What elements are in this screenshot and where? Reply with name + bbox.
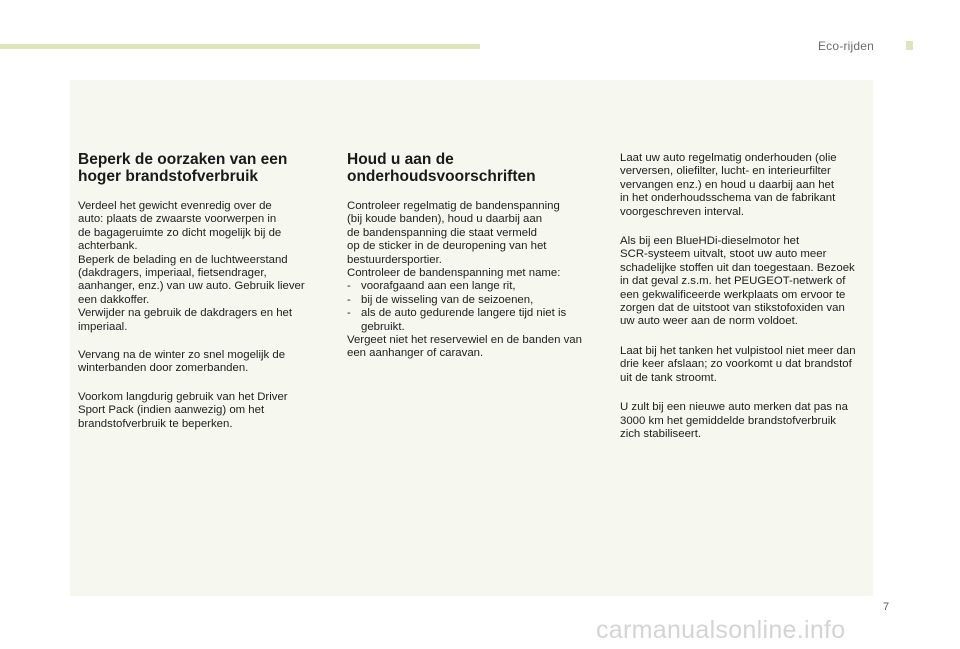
text-line: schadelijke stoffen uit dan toegestaan. Bezoek bbox=[620, 261, 855, 274]
text-line: winterbanden door zomerbanden. bbox=[78, 362, 249, 375]
text-line: SCR-systeem uitvalt, stoot uw auto meer bbox=[620, 248, 827, 261]
list-dash: - bbox=[347, 280, 351, 293]
text-line: verversen, oliefilter, lucht- en interieurfilter bbox=[620, 165, 831, 178]
header-accent-bar bbox=[0, 44, 480, 49]
text-line: brandstofverbruik te beperken. bbox=[78, 417, 233, 430]
text-line: voorgeschreven interval. bbox=[620, 205, 745, 218]
heading-line: Beperk de oorzaken van een bbox=[78, 151, 288, 168]
text-line: Controleer de bandenspanning met name: bbox=[347, 267, 561, 280]
text-line: Voorkom langdurig gebruik van het Driver bbox=[78, 390, 288, 403]
text-line: Vervang na de winter zo snel mogelijk de bbox=[78, 349, 286, 362]
paragraph-refuelling bbox=[620, 345, 872, 385]
text-line: in het onderhoudsschema van de fabrikant bbox=[620, 192, 836, 205]
text-line: Verdeel het gewicht evenredig over de bbox=[78, 200, 272, 212]
text-line: de bagageruimte zo dicht mogelijk bij de bbox=[78, 226, 282, 239]
text-line: bij de wisseling van de seizoenen, bbox=[361, 293, 534, 306]
paragraph-winter-tyres bbox=[78, 349, 318, 376]
text-line: uw auto weer aan de norm voldoet. bbox=[620, 315, 798, 328]
paragraph-scr-system bbox=[620, 235, 872, 329]
page-number: 7 bbox=[883, 601, 890, 613]
text-line: vervangen enz.) en houd u daarbij aan het bbox=[620, 178, 835, 191]
text-line: Verwijder na gebruik de dakdragers en het bbox=[78, 307, 293, 320]
text-line: Controleer regelmatig de bandenspanning bbox=[347, 200, 560, 212]
heading-line: onderhoudsvoorschriften bbox=[347, 167, 536, 185]
text-line: (bij koude banden), houd u daarbij aan bbox=[347, 213, 543, 226]
watermark: carmanualsonline.info bbox=[596, 616, 846, 644]
paragraph-regular-service bbox=[620, 152, 872, 219]
text-line: voorafgaand aan een lange rit, bbox=[361, 280, 516, 293]
text-line: zorgen dat de uitstoot van stikstofoxiden van bbox=[620, 302, 845, 315]
text-line: U zult bij een nieuwe auto merken dat pas na bbox=[620, 401, 848, 414]
column-maintenance bbox=[347, 152, 602, 361]
list-item bbox=[347, 294, 602, 307]
section-marker bbox=[906, 41, 913, 50]
text-line: een dakkoffer. bbox=[78, 293, 150, 306]
text-line: in dat geval z.s.m. het PEUGEOT-netwerk of bbox=[620, 275, 846, 288]
text-line: (dakdragers, imperiaal, fietsendrager, bbox=[78, 267, 267, 280]
heading-maintenance bbox=[347, 152, 602, 185]
list-item bbox=[347, 307, 602, 334]
heading-line: hoger brandstofverbruik bbox=[78, 167, 258, 185]
column-service-tips bbox=[620, 152, 872, 457]
text-line: Beperk de belading en de luchtweerstand bbox=[78, 253, 288, 266]
list-item bbox=[347, 280, 602, 293]
text-line: een gekwalificeerde werkplaats om ervoor te bbox=[620, 288, 846, 301]
paragraph-driver-sport-pack bbox=[78, 391, 318, 431]
text-line: Laat uw auto regelmatig onderhouden (olie bbox=[620, 152, 837, 164]
text-line: een aanhanger of caravan. bbox=[347, 347, 484, 360]
heading-line: Houd u aan de bbox=[347, 151, 454, 168]
text-line: drie keer afslaan; zo voorkomt u dat brandstof bbox=[620, 358, 852, 371]
paragraph-tyre-pressure bbox=[347, 200, 602, 361]
text-line: gebruikt. bbox=[361, 320, 405, 333]
heading-fuel-consumption bbox=[78, 152, 318, 185]
column-fuel-consumption bbox=[78, 152, 318, 431]
text-line: achterbank. bbox=[78, 240, 138, 253]
paragraph-weight-load bbox=[78, 200, 318, 334]
text-line: aanhanger, enz.) van uw auto. Gebruik liever bbox=[78, 280, 305, 293]
paragraph-new-car bbox=[620, 401, 872, 441]
text-line: de bandenspanning die staat vermeld bbox=[347, 226, 537, 239]
text-line: Laat bij het tanken het vulpistool niet meer dan bbox=[620, 344, 856, 357]
section-title: Eco-rijden bbox=[817, 39, 874, 53]
tyre-check-list bbox=[347, 280, 602, 334]
text-line: uit de tank stroomt. bbox=[620, 371, 717, 384]
text-line: bestuurdersportier. bbox=[347, 253, 442, 266]
text-line: imperiaal. bbox=[78, 320, 128, 333]
text-line: als de auto gedurende langere tijd niet is bbox=[361, 307, 567, 320]
text-line: Vergeet niet het reservewiel en de banden van bbox=[347, 334, 582, 347]
list-dash: - bbox=[347, 307, 351, 320]
text-line: op de sticker in de deuropening van het bbox=[347, 240, 547, 253]
text-line: 3000 km het gemiddelde brandstofverbruik bbox=[620, 414, 836, 427]
text-line: zich stabiliseert. bbox=[620, 427, 702, 440]
text-line: auto: plaats de zwaarste voorwerpen in bbox=[78, 213, 277, 226]
text-line: Sport Pack (indien aanwezig) om het bbox=[78, 404, 265, 417]
list-dash: - bbox=[347, 293, 351, 306]
text-line: Als bij een BlueHDi-dieselmotor het bbox=[620, 235, 800, 248]
